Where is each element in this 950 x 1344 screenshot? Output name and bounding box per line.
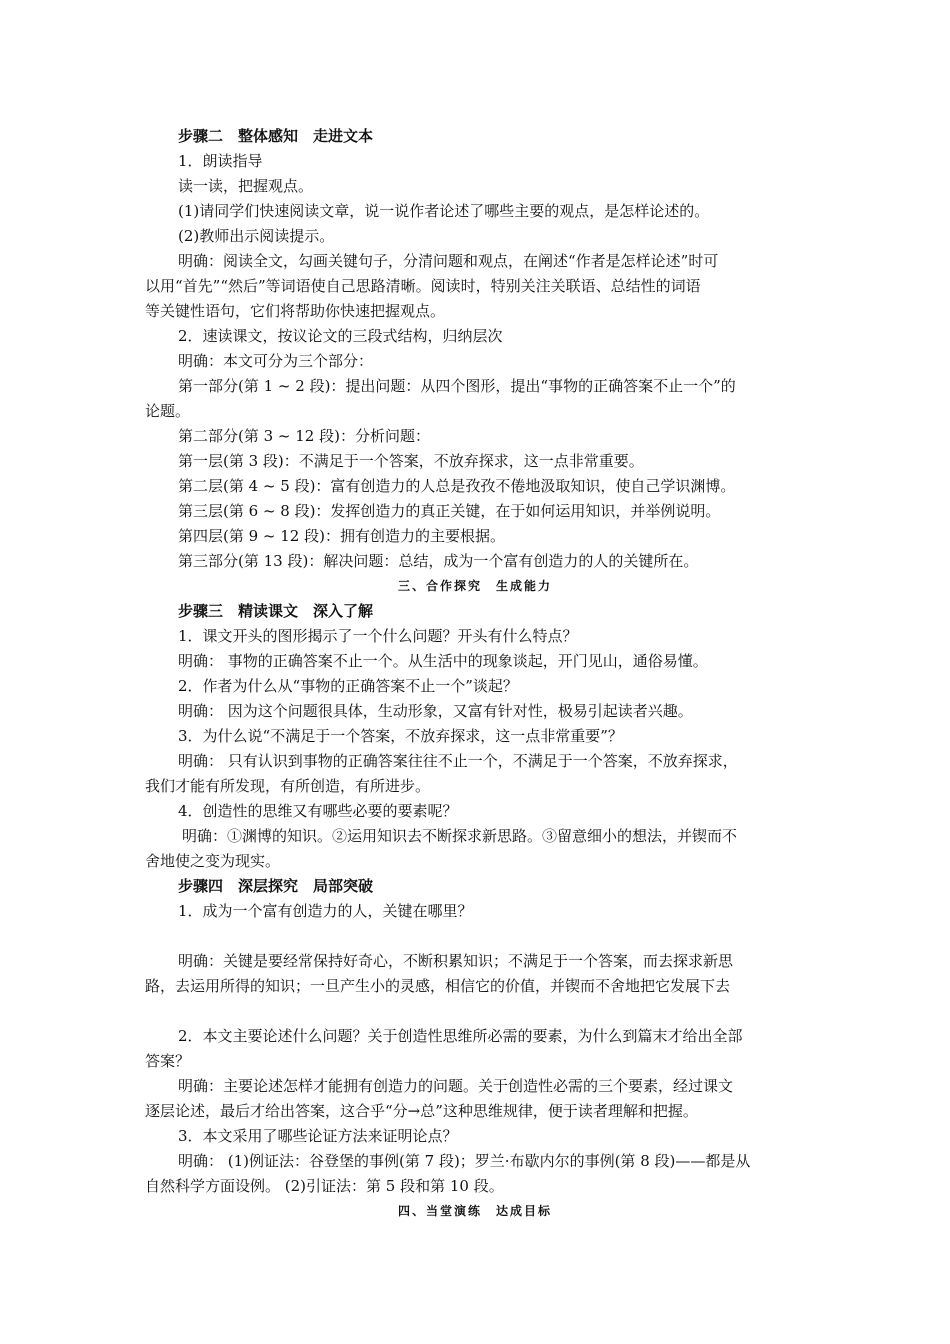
text-line: (1)请同学们快速阅读文章，说一说作者论述了哪些主要的观点，是怎样论述的。: [178, 202, 710, 220]
text-line: 第二部分(第 3 ~ 12 段)：分析问题：: [178, 427, 430, 445]
text-line: 第二层(第 4 ~ 5 段)：富有创造力的人总是孜孜不倦地汲取知识，使自己学识渊博。: [178, 477, 736, 495]
text-line: 明确：主要论述怎样才能拥有创造力的问题。关于创造性必需的三个要素，经过课文: [178, 1077, 734, 1095]
text-line: 2．速读课文，按议论文的三段式结构，归纳层次: [178, 327, 503, 345]
text-line: 明确：①渊博的知识。②运用知识去不断探求新思路。③留意细小的想法，并锲而不: [182, 827, 738, 845]
section-heading: 三、合作探究 生成能力: [397, 579, 552, 593]
text-line: 第一层(第 3 段)：不满足于一个答案，不放弃探求，这一点非常重要。: [178, 452, 644, 470]
text-line: 舍地使之变为现实。: [145, 852, 281, 870]
text-line: 明确： 因为这个问题很具体，生动形象，又富有针对性，极易引起读者兴趣。: [178, 702, 693, 720]
step-heading: 步骤三 精读课文 深入了解: [178, 602, 374, 620]
text-line: 1．课文开头的图形揭示了一个什么问题？开头有什么特点？: [178, 627, 578, 645]
text-line: 明确： 事物的正确答案不止一个。从生活中的现象谈起，开门见山，通俗易懂。: [178, 652, 708, 670]
text-line: 4．创造性的思维又有哪些必要的要素呢？: [178, 802, 458, 820]
section-heading: 四、当堂演练 达成目标: [397, 1204, 552, 1218]
text-line: 逐层论述，最后才给出答案，这合乎“分→总”这种思维规律，便于读者理解和把握。: [145, 1102, 698, 1120]
text-line: 明确：本文可分为三个部分：: [178, 352, 374, 370]
text-line: 明确： 只有认识到事物的正确答案往往不止一个，不满足于一个答案，不放弃探求，: [178, 752, 738, 770]
text-line: 3．本文采用了哪些论证方法来证明论点？: [178, 1127, 458, 1145]
text-line: 明确：阅读全文，勾画关键句子，分清问题和观点，在阐述“作者是怎样论述”时可: [178, 252, 719, 270]
text-line: 自然科学方面设例。 (2)引证法：第 5 段和第 10 段。: [145, 1177, 504, 1195]
text-line: 等关键性语句，它们将帮助你快速把握观点。: [145, 302, 446, 320]
text-line: 2．作者为什么从“事物的正确答案不止一个”谈起？: [178, 677, 518, 695]
text-line: 以用“首先”“然后”等词语使自己思路清晰。阅读时，特别关注关联语、总结性的词语: [145, 277, 701, 295]
text-line: 论题。: [145, 402, 191, 420]
text-line: 路，去运用所得的知识；一旦产生小的灵感，相信它的价值，并锲而不舍地把它发展下去: [145, 977, 731, 995]
text-line: 明确： (1)例证法：谷登堡的事例(第 7 段)；罗兰·布歇内尔的事例(第 8 段)——都是从: [178, 1152, 751, 1170]
text-line: 第三部分(第 13 段)：解决问题：总结，成为一个富有创造力的人的关键所在。: [178, 552, 699, 570]
text-line: 我们才能有所发现，有所创造，有所进步。: [145, 777, 431, 795]
text-line: 1．成为一个富有创造力的人，关键在哪里？: [178, 902, 473, 920]
step-heading: 步骤四 深层探究 局部突破: [178, 877, 374, 895]
step-heading: 步骤二 整体感知 走进文本: [178, 127, 374, 145]
text-line: (2)教师出示阅读提示。: [178, 227, 335, 245]
text-line: 读一读，把握观点。: [178, 177, 314, 195]
text-line: 第四层(第 9 ~ 12 段)：拥有创造力的主要根据。: [178, 527, 505, 545]
text-line: 3．为什么说“不满足于一个答案，不放弃探求，这一点非常重要”？: [178, 727, 623, 745]
text-line: 2．本文主要论述什么问题？关于创造性思维所必需的要素，为什么到篇末才给出全部: [178, 1027, 743, 1045]
text-line: 1．朗读指导: [178, 152, 263, 170]
text-line: 第一部分(第 1 ~ 2 段)：提出问题：从四个图形，提出“事物的正确答案不止一个”的: [178, 377, 736, 395]
text-line: 第三层(第 6 ~ 8 段)：发挥创造力的真正关键，在于如何运用知识，并举例说明。: [178, 502, 721, 520]
text-line: 明确：关键是要经常保持好奇心，不断积累知识；不满足于一个答案，而去探求新思: [178, 952, 734, 970]
text-line: 答案？: [145, 1052, 191, 1070]
